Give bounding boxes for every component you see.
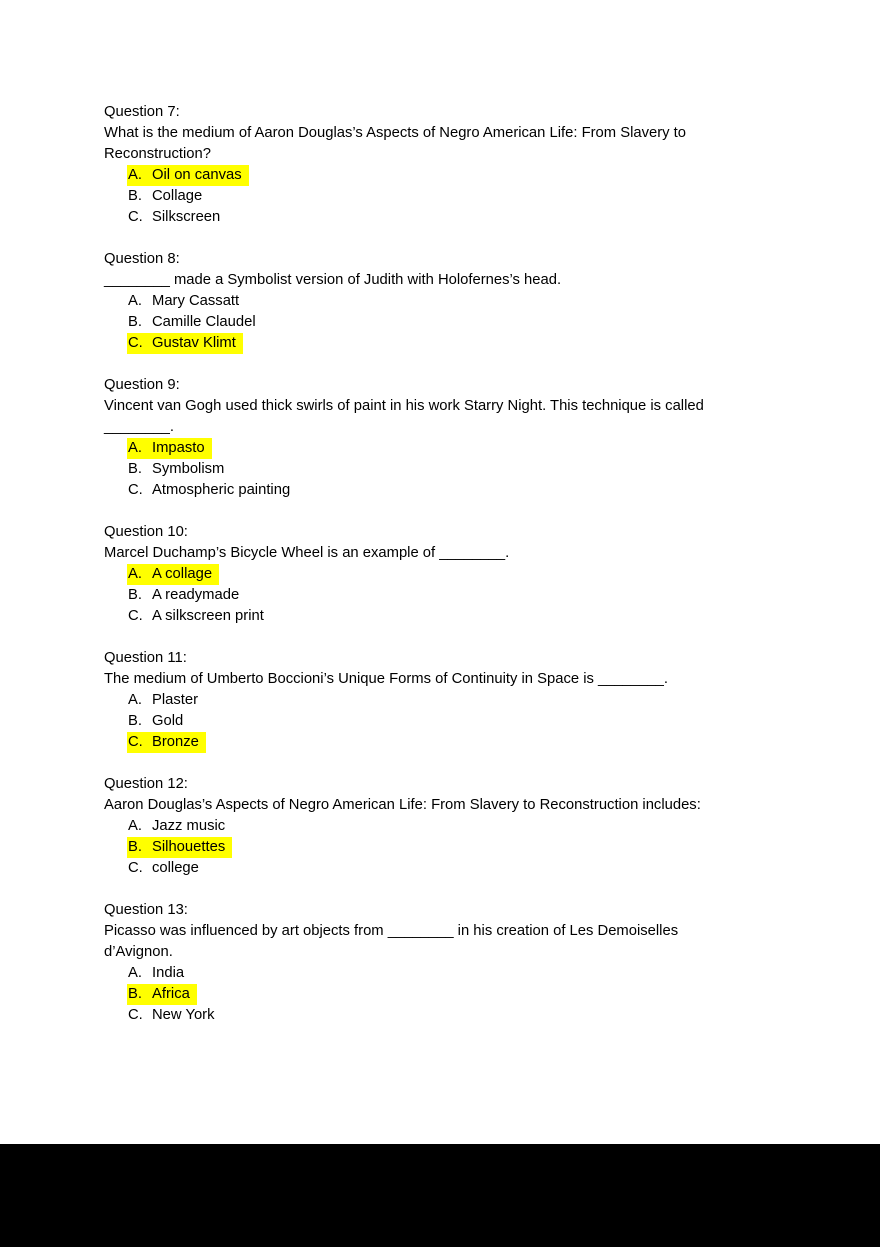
question-11-block	[104, 648, 880, 753]
option-marker: A.	[128, 965, 142, 981]
option-marker: C.	[128, 482, 143, 498]
option-row	[128, 732, 880, 753]
option-row	[128, 291, 880, 312]
option-content	[128, 606, 264, 627]
option-text: Silkscreen	[152, 209, 221, 225]
question-9-block	[104, 375, 880, 501]
option-content	[128, 480, 290, 501]
option-marker: C.	[128, 1007, 143, 1023]
option-row	[128, 1005, 880, 1026]
option-row	[128, 312, 880, 333]
option-row	[128, 585, 880, 606]
option-content	[128, 291, 239, 312]
option-text: Atmospheric painting	[152, 482, 291, 498]
option-text: Africa	[152, 986, 190, 1002]
option-content	[128, 312, 256, 333]
question-body-line: Reconstruction?	[104, 146, 211, 162]
question-title: Question 10:	[104, 524, 188, 540]
option-content	[128, 858, 199, 879]
option-content	[127, 333, 243, 354]
question-body-line: ________.	[104, 419, 174, 435]
option-text: Silhouettes	[152, 839, 226, 855]
option-marker: A.	[128, 818, 142, 834]
option-marker: C.	[128, 734, 143, 750]
option-row	[128, 459, 880, 480]
option-row	[128, 858, 880, 879]
question-8-block	[104, 249, 880, 354]
option-marker: B.	[128, 713, 142, 729]
option-text: Plaster	[152, 692, 199, 708]
option-row	[128, 165, 880, 186]
document-page	[104, 102, 880, 1047]
option-row	[128, 816, 880, 837]
option-marker: B.	[128, 461, 142, 477]
option-text: Impasto	[152, 440, 205, 456]
question-title: Question 7:	[104, 104, 180, 120]
option-text: India	[152, 965, 185, 981]
question-body-line: Vincent van Gogh used thick swirls of paint in his work Starry Night. This technique is called	[104, 398, 704, 414]
question-title: Question 9:	[104, 377, 180, 393]
option-text: A collage	[152, 566, 213, 582]
question-13-block	[104, 900, 880, 1026]
option-row	[128, 690, 880, 711]
option-marker: C.	[128, 335, 143, 351]
option-marker: B.	[128, 587, 142, 603]
option-text: Bronze	[152, 734, 199, 750]
option-content	[127, 984, 197, 1005]
option-row	[128, 837, 880, 858]
option-content	[127, 837, 232, 858]
question-title: Question 12:	[104, 776, 188, 792]
question-body-line: d’Avignon.	[104, 944, 173, 960]
option-row	[128, 606, 880, 627]
question-title: Question 8:	[104, 251, 180, 267]
option-row	[128, 711, 880, 732]
question-7-block	[104, 102, 880, 228]
option-row	[128, 480, 880, 501]
option-marker: A.	[128, 293, 142, 309]
option-content	[127, 438, 212, 459]
option-content	[128, 186, 202, 207]
option-content	[128, 963, 184, 984]
option-row	[128, 333, 880, 354]
option-marker: B.	[128, 839, 142, 855]
option-content	[128, 816, 225, 837]
question-12-block	[104, 774, 880, 879]
option-row	[128, 207, 880, 228]
option-text: Oil on canvas	[152, 167, 242, 183]
option-marker: C.	[128, 209, 143, 225]
option-content	[128, 459, 224, 480]
option-content	[127, 564, 219, 585]
question-body-line: Picasso was influenced by art objects from ________ in his creation of Les Demoiselles	[104, 923, 679, 939]
option-text: Gold	[152, 713, 184, 729]
option-content	[128, 690, 198, 711]
question-title: Question 13:	[104, 902, 188, 918]
option-text: Camille Claudel	[152, 314, 256, 330]
option-row	[128, 984, 880, 1005]
bottom-black-bar	[0, 1144, 880, 1247]
question-10-block	[104, 522, 880, 627]
option-content	[128, 207, 220, 228]
question-body-line: Aaron Douglas’s Aspects of Negro American Life: From Slavery to Reconstruction includes:	[104, 797, 701, 813]
question-title: Question 11:	[104, 650, 187, 666]
option-marker: A.	[128, 566, 142, 582]
option-marker: B.	[128, 314, 142, 330]
option-row	[128, 963, 880, 984]
option-content	[128, 1005, 215, 1026]
option-text: Jazz music	[152, 818, 226, 834]
option-text: New York	[152, 1007, 215, 1023]
option-marker: A.	[128, 440, 142, 456]
option-row	[128, 564, 880, 585]
option-content	[127, 165, 249, 186]
option-marker: C.	[128, 860, 143, 876]
option-text: Gustav Klimt	[152, 335, 236, 351]
question-body-line: Marcel Duchamp’s Bicycle Wheel is an example of ________.	[104, 545, 510, 561]
option-marker: C.	[128, 608, 143, 624]
option-marker: B.	[128, 188, 142, 204]
option-text: college	[152, 860, 199, 876]
option-content	[128, 711, 183, 732]
option-marker: B.	[128, 986, 142, 1002]
option-row	[128, 186, 880, 207]
option-content	[128, 585, 239, 606]
option-text: A readymade	[152, 587, 240, 603]
question-body-line: ________ made a Symbolist version of Judith with Holofernes’s head.	[104, 272, 562, 288]
option-content	[127, 732, 206, 753]
option-text: Mary Cassatt	[152, 293, 240, 309]
option-row	[128, 438, 880, 459]
option-marker: A.	[128, 692, 142, 708]
option-text: Symbolism	[152, 461, 225, 477]
option-text: A silkscreen print	[152, 608, 264, 624]
option-text: Collage	[152, 188, 203, 204]
option-marker: A.	[128, 167, 142, 183]
question-body-line: The medium of Umberto Boccioni’s Unique Forms of Continuity in Space is ________.	[104, 671, 668, 687]
question-body-line: What is the medium of Aaron Douglas’s Aspects of Negro American Life: From Slavery to	[104, 125, 686, 141]
